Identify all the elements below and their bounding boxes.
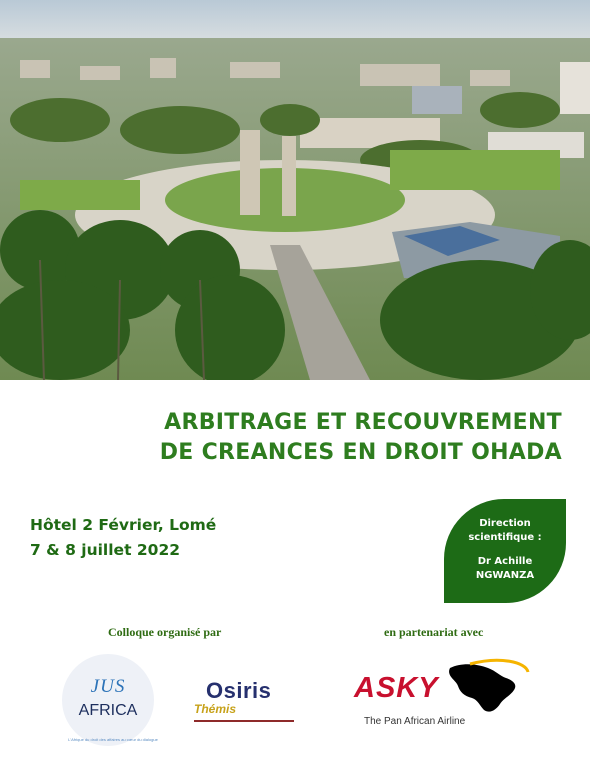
asky-wordmark: ASKY bbox=[354, 672, 439, 704]
osiris-divider bbox=[194, 720, 294, 722]
jus-africa-tagline: L'Afrique du droit des affaires au cœur du dialogue bbox=[68, 737, 158, 742]
themis-wordmark: Thémis bbox=[194, 702, 237, 716]
conference-title bbox=[160, 408, 562, 468]
jus-wordmark: JUS bbox=[90, 676, 126, 697]
venue-dates: 7 & 8 juillet 2022 bbox=[30, 541, 181, 559]
organised-by-label: Colloque organisé par bbox=[108, 625, 222, 639]
venue-block bbox=[30, 513, 216, 563]
director-name-line-1: Dr Achille bbox=[477, 556, 533, 567]
asky-tagline: The Pan African Airline bbox=[364, 716, 466, 727]
osiris-themis-logo bbox=[192, 678, 302, 724]
asky-logo bbox=[350, 658, 530, 730]
partnership-label: en partenariat avec bbox=[384, 625, 484, 639]
direction-label-line-1: Direction bbox=[479, 518, 531, 529]
jus-africa-logo bbox=[62, 654, 158, 750]
direction-badge bbox=[444, 499, 566, 603]
direction-label bbox=[444, 517, 566, 545]
title-line-1: ARBITRAGE ET RECOUVREMENT bbox=[164, 410, 562, 435]
director-name-line-2: NGWANZA bbox=[475, 570, 535, 581]
director-name bbox=[444, 555, 566, 583]
hero-photo bbox=[0, 0, 590, 380]
venue-place: Hôtel 2 Février, Lomé bbox=[30, 516, 217, 534]
osiris-wordmark: Osiris bbox=[206, 678, 272, 703]
title-line-2: DE CREANCES EN DROIT OHADA bbox=[159, 440, 562, 465]
direction-label-line-2: scientifique : bbox=[468, 532, 542, 543]
jus-africa-circle bbox=[62, 654, 154, 746]
africa-wordmark: AFRICA bbox=[78, 702, 138, 719]
